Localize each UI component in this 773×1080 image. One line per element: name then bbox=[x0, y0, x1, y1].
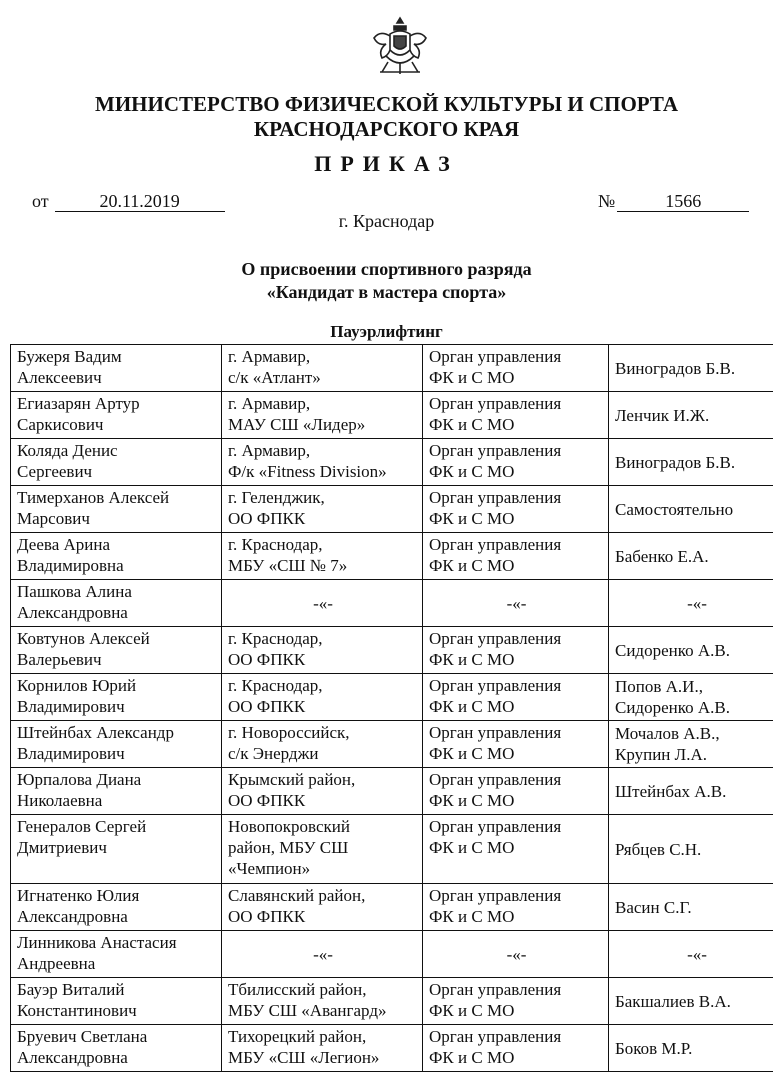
organization-cell-line: МБУ «СШ «Легион» bbox=[228, 1048, 380, 1067]
athlete-name-cell-line: Корнилов Юрий bbox=[17, 676, 137, 695]
organization-cell bbox=[222, 345, 423, 392]
athlete-name-cell bbox=[11, 580, 222, 627]
authority-cell bbox=[423, 884, 609, 931]
organization-cell-line: -«- bbox=[313, 593, 333, 613]
number-value: 1566 bbox=[617, 191, 749, 212]
table-row bbox=[11, 345, 773, 392]
coach-cell bbox=[609, 815, 773, 884]
sport-heading: Пауэрлифтинг bbox=[330, 322, 443, 341]
athlete-name-cell-line: Бауэр Виталий bbox=[17, 980, 125, 999]
subject-line-1: О присвоении спортивного разряда bbox=[241, 259, 532, 279]
authority-cell-line: ФК и С МО bbox=[429, 1001, 515, 1020]
athlete-name-cell-line: Игнатенко Юлия bbox=[17, 886, 140, 905]
table-row bbox=[11, 1025, 773, 1072]
authority-cell-line: ФК и С МО bbox=[429, 650, 515, 669]
organization-cell-line: Тбилисский район, bbox=[228, 980, 367, 999]
athlete-name-cell bbox=[11, 1025, 222, 1072]
organization-cell-line: Ф/к «Fitness Division» bbox=[228, 462, 387, 481]
order-number bbox=[598, 191, 749, 212]
organization-cell-line: г. Геленджик, bbox=[228, 488, 325, 507]
city: г. Краснодар bbox=[338, 211, 435, 231]
organization-cell-line: МАУ СШ «Лидер» bbox=[228, 415, 366, 434]
athlete-name-cell bbox=[11, 627, 222, 674]
order-subject bbox=[0, 258, 773, 304]
authority-cell bbox=[423, 931, 609, 978]
ministry-line-2: КРАСНОДАРСКОГО КРАЯ bbox=[253, 117, 520, 141]
athlete-name-cell-line: Юрпалова Диана bbox=[17, 770, 142, 789]
organization-cell bbox=[222, 884, 423, 931]
authority-cell-line: Орган управления bbox=[429, 488, 562, 507]
coach-cell bbox=[609, 533, 773, 580]
authority-cell-line: Орган управления bbox=[429, 980, 562, 999]
organization-cell bbox=[222, 978, 423, 1025]
authority-cell-line: Орган управления bbox=[429, 676, 562, 695]
authority-cell-line: Орган управления bbox=[429, 347, 562, 366]
coach-cell-line: Сидоренко А.В. bbox=[615, 698, 730, 717]
organization-cell bbox=[222, 1025, 423, 1072]
authority-cell bbox=[423, 580, 609, 627]
authority-cell-line: Орган управления bbox=[429, 629, 562, 648]
authority-cell bbox=[423, 1025, 609, 1072]
athlete-name-cell-line: Константинович bbox=[17, 1001, 137, 1020]
athlete-name-cell-line: Дмитриевич bbox=[17, 838, 107, 857]
organization-cell bbox=[222, 627, 423, 674]
authority-cell bbox=[423, 674, 609, 721]
table-row bbox=[11, 674, 773, 721]
coach-cell-line: Виноградов Б.В. bbox=[615, 358, 736, 378]
authority-cell bbox=[423, 721, 609, 768]
authority-cell-line: ФК и С МО bbox=[429, 368, 515, 387]
organization-cell-line: ОО ФПКК bbox=[228, 791, 306, 810]
athlete-name-cell bbox=[11, 931, 222, 978]
athlete-name-cell-line: Генералов Сергей bbox=[17, 817, 147, 836]
athlete-name-cell bbox=[11, 486, 222, 533]
authority-cell-line: ФК и С МО bbox=[429, 462, 515, 481]
organization-cell bbox=[222, 931, 423, 978]
organization-cell-line: ОО ФПКК bbox=[228, 650, 306, 669]
authority-cell-line: -«- bbox=[506, 593, 527, 613]
organization-cell-line: Славянский район, bbox=[228, 886, 366, 905]
coach-cell bbox=[609, 486, 773, 533]
athlete-name-cell bbox=[11, 392, 222, 439]
table-row bbox=[11, 486, 773, 533]
athlete-name-cell-line: Коляда Денис bbox=[17, 441, 118, 460]
athlete-name-cell-line: Александровна bbox=[17, 907, 128, 926]
coach-cell bbox=[609, 345, 773, 392]
coach-cell-line: Ленчик И.Ж. bbox=[615, 405, 710, 425]
coach-cell-line: Самостоятельно bbox=[615, 499, 734, 519]
table-row bbox=[11, 721, 773, 768]
ministry-name bbox=[0, 92, 773, 142]
authority-cell-line: ФК и С МО bbox=[429, 744, 515, 763]
organization-cell-line: ОО ФПКК bbox=[228, 697, 306, 716]
organization-cell-line: ОО ФПКК bbox=[228, 907, 306, 926]
table-row bbox=[11, 627, 773, 674]
authority-cell-line: Орган управления bbox=[429, 1027, 562, 1046]
coach-cell-line: Мочалов А.В., bbox=[615, 724, 720, 743]
authority-cell bbox=[423, 533, 609, 580]
subject-line-2: «Кандидат в мастера спорта» bbox=[266, 282, 507, 302]
organization-cell-line: с/к «Атлант» bbox=[228, 368, 321, 387]
athlete-name-cell-line: Бужеря Вадим bbox=[17, 347, 122, 366]
ministry-line-1: МИНИСТЕРСТВО ФИЗИЧЕСКОЙ КУЛЬТУРЫ И СПОРТА bbox=[95, 92, 678, 116]
organization-cell bbox=[222, 486, 423, 533]
athlete-name-cell bbox=[11, 815, 222, 884]
organization-cell-line: район, МБУ СШ bbox=[228, 838, 349, 857]
athlete-name-cell bbox=[11, 768, 222, 815]
document-type: ПРИКАЗ bbox=[314, 151, 459, 176]
athlete-name-cell-line: Тимерханов Алексей bbox=[17, 488, 170, 507]
coach-cell-line: Сидоренко А.В. bbox=[615, 640, 730, 660]
organization-cell-line: г. Армавир, bbox=[228, 441, 311, 460]
coach-cell bbox=[609, 721, 773, 768]
authority-cell-line: ФК и С МО bbox=[429, 1048, 515, 1067]
organization-cell bbox=[222, 674, 423, 721]
organization-cell-line: г. Армавир, bbox=[228, 394, 311, 413]
coat-of-arms-icon bbox=[368, 14, 432, 78]
coach-cell-line: Штейнбах А.В. bbox=[615, 781, 727, 801]
organization-cell-line: г. Новороссийск, bbox=[228, 723, 350, 742]
organization-cell bbox=[222, 533, 423, 580]
authority-cell-line: ФК и С МО bbox=[429, 415, 515, 434]
athlete-name-cell-line: Деева Арина bbox=[17, 535, 111, 554]
athlete-name-cell-line: Марсович bbox=[17, 509, 90, 528]
organization-cell-line: Новопокровский bbox=[228, 817, 350, 836]
athlete-name-cell-line: Саркисович bbox=[17, 415, 104, 434]
coach-cell bbox=[609, 884, 773, 931]
authority-cell bbox=[423, 978, 609, 1025]
authority-cell-line: ФК и С МО bbox=[429, 509, 515, 528]
athlete-name-cell bbox=[11, 533, 222, 580]
athlete-name-cell bbox=[11, 439, 222, 486]
authority-cell-line: Орган управления bbox=[429, 535, 562, 554]
organization-cell bbox=[222, 768, 423, 815]
date-value: 20.11.2019 bbox=[55, 191, 225, 212]
organization-cell bbox=[222, 815, 423, 884]
athlete-name-cell bbox=[11, 884, 222, 931]
authority-cell-line: ФК и С МО bbox=[429, 697, 515, 716]
table-row bbox=[11, 768, 773, 815]
athlete-name-cell-line: Пашкова Алина bbox=[17, 582, 132, 601]
coach-cell bbox=[609, 1025, 773, 1072]
organization-cell bbox=[222, 580, 423, 627]
table-row bbox=[11, 884, 773, 931]
coach-cell-line: -«- bbox=[687, 593, 707, 613]
organization-cell-line: г. Краснодар, bbox=[228, 535, 323, 554]
coach-cell-line: Виноградов Б.В. bbox=[615, 452, 736, 472]
organization-cell-line: -«- bbox=[313, 944, 333, 964]
table-row bbox=[11, 439, 773, 486]
authority-cell bbox=[423, 627, 609, 674]
table-row bbox=[11, 392, 773, 439]
authority-cell-line: Орган управления bbox=[429, 886, 562, 905]
athlete-name-cell-line: Владимирович bbox=[17, 744, 125, 763]
date-label: от bbox=[32, 191, 49, 211]
athlete-name-cell-line: Александровна bbox=[17, 1048, 128, 1067]
athlete-name-cell bbox=[11, 345, 222, 392]
authority-cell bbox=[423, 439, 609, 486]
athlete-name-cell-line: Алексеевич bbox=[17, 368, 102, 387]
authority-cell-line: ФК и С МО bbox=[429, 791, 515, 810]
table-row bbox=[11, 580, 773, 627]
authority-cell bbox=[423, 345, 609, 392]
authority-cell-line: Орган управления bbox=[429, 394, 562, 413]
athletes-table bbox=[10, 344, 773, 1072]
organization-cell-line: г. Краснодар, bbox=[228, 676, 323, 695]
authority-cell bbox=[423, 768, 609, 815]
organization-cell bbox=[222, 721, 423, 768]
authority-cell-line: Орган управления bbox=[429, 441, 562, 460]
athlete-name-cell-line: Штейнбах Александр bbox=[17, 723, 174, 742]
coach-cell-line: -«- bbox=[687, 944, 707, 964]
coach-cell-line: Бабенко Е.А. bbox=[615, 546, 709, 566]
coach-cell bbox=[609, 978, 773, 1025]
coach-cell bbox=[609, 392, 773, 439]
coach-cell bbox=[609, 931, 773, 978]
organization-cell-line: «Чемпион» bbox=[228, 859, 311, 878]
athlete-name-cell bbox=[11, 978, 222, 1025]
authority-cell-line: ФК и С МО bbox=[429, 556, 515, 575]
organization-cell-line: Тихорецкий район, bbox=[228, 1027, 367, 1046]
athlete-name-cell-line: Владимирович bbox=[17, 697, 125, 716]
authority-cell bbox=[423, 392, 609, 439]
athlete-name-cell-line: Николаевна bbox=[17, 791, 103, 810]
table-row bbox=[11, 978, 773, 1025]
coach-cell-line: Бакшалиев В.А. bbox=[615, 991, 731, 1011]
athlete-name-cell bbox=[11, 721, 222, 768]
athlete-name-cell-line: Александровна bbox=[17, 603, 128, 622]
coach-cell-line: Крупин Л.А. bbox=[615, 745, 707, 764]
athlete-name-cell-line: Линникова Анастасия bbox=[17, 933, 177, 952]
organization-cell bbox=[222, 439, 423, 486]
authority-cell-line: Орган управления bbox=[429, 817, 562, 836]
athlete-name-cell-line: Егиазарян Артур bbox=[17, 394, 140, 413]
organization-cell-line: Крымский район, bbox=[228, 770, 356, 789]
coach-cell bbox=[609, 627, 773, 674]
athlete-name-cell-line: Владимировна bbox=[17, 556, 124, 575]
coach-cell-line: Боков М.Р. bbox=[615, 1038, 693, 1058]
number-label: № bbox=[598, 191, 616, 211]
authority-cell-line: ФК и С МО bbox=[429, 838, 515, 857]
authority-cell-line: ФК и С МО bbox=[429, 907, 515, 926]
coach-cell-line: Васин С.Г. bbox=[615, 897, 692, 917]
organization-cell-line: МБУ «СШ № 7» bbox=[228, 556, 348, 575]
table-row bbox=[11, 931, 773, 978]
organization-cell-line: с/к Энерджи bbox=[228, 744, 319, 763]
authority-cell-line: Орган управления bbox=[429, 723, 562, 742]
coach-cell-line: Рябцев С.Н. bbox=[615, 839, 702, 859]
table-row bbox=[11, 815, 773, 884]
organization-cell-line: г. Армавир, bbox=[228, 347, 311, 366]
authority-cell bbox=[423, 486, 609, 533]
coach-cell-line: Попов А.И., bbox=[615, 677, 703, 696]
coach-cell bbox=[609, 768, 773, 815]
coach-cell bbox=[609, 674, 773, 721]
athlete-name-cell-line: Андреевна bbox=[17, 954, 96, 973]
coach-cell bbox=[609, 580, 773, 627]
authority-cell-line: Орган управления bbox=[429, 770, 562, 789]
order-date bbox=[32, 191, 225, 212]
organization-cell bbox=[222, 392, 423, 439]
coach-cell bbox=[609, 439, 773, 486]
organization-cell-line: г. Краснодар, bbox=[228, 629, 323, 648]
organization-cell-line: МБУ СШ «Авангард» bbox=[228, 1001, 387, 1020]
athlete-name-cell-line: Ковтунов Алексей bbox=[17, 629, 150, 648]
athlete-name-cell-line: Бруевич Светлана bbox=[17, 1027, 148, 1046]
authority-cell bbox=[423, 815, 609, 884]
table-row bbox=[11, 533, 773, 580]
authority-cell-line: -«- bbox=[506, 944, 527, 964]
athlete-name-cell bbox=[11, 674, 222, 721]
athlete-name-cell-line: Сергеевич bbox=[17, 462, 93, 481]
athlete-name-cell-line: Валерьевич bbox=[17, 650, 102, 669]
organization-cell-line: ОО ФПКК bbox=[228, 509, 306, 528]
